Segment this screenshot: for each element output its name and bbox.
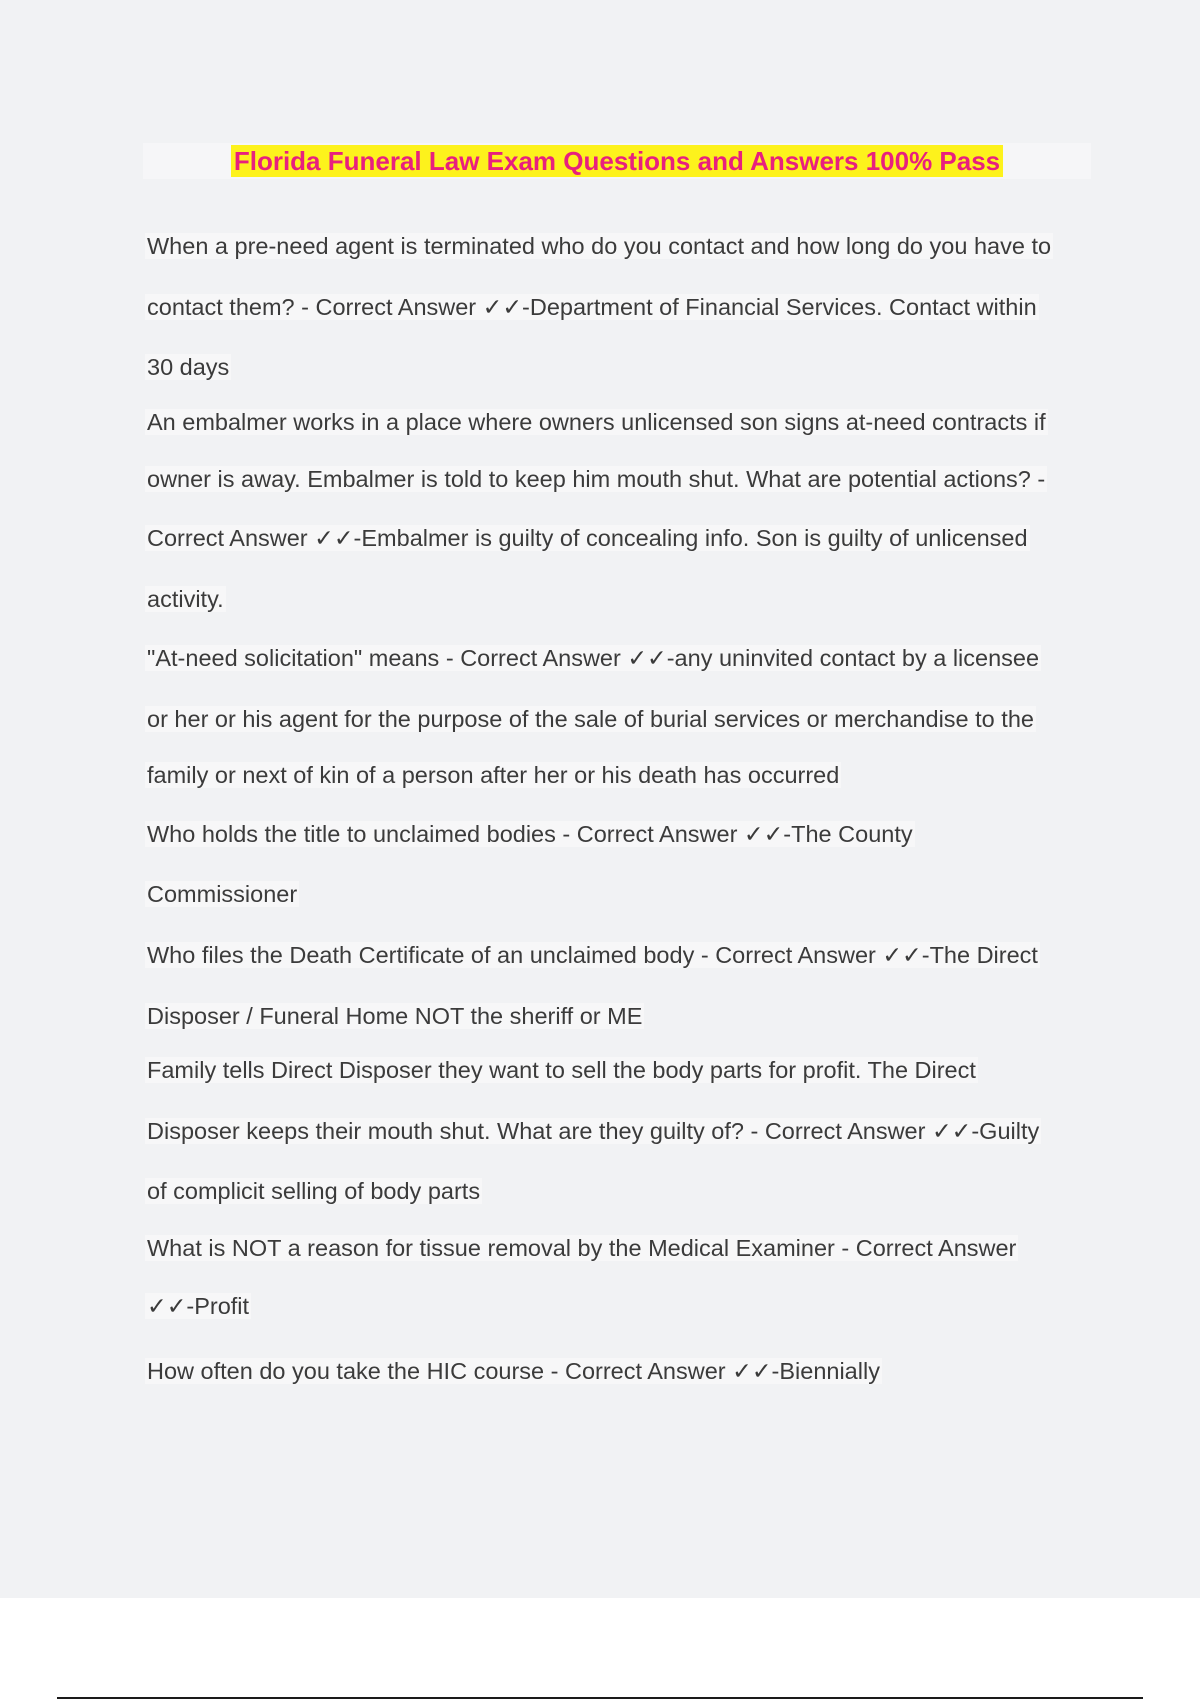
footer-rule bbox=[57, 1697, 1143, 1699]
text-line: or her or his agent for the purpose of the sale of burial services or merchandise to the bbox=[147, 706, 1034, 732]
text-line: of complicit selling of body parts bbox=[147, 1178, 481, 1204]
text-line: "At-need solicitation" means - Correct Answer ✓✓-any uninvited contact by a licensee bbox=[147, 645, 1040, 671]
text-line: Who holds the title to unclaimed bodies - Correct Answer ✓✓-The County bbox=[147, 821, 913, 847]
text-line: Disposer keeps their mouth shut. What are they guilty of? - Correct Answer ✓✓-Guilty bbox=[147, 1118, 1040, 1144]
text-line: When a pre-need agent is terminated who do you contact and how long do you have to bbox=[147, 233, 1052, 259]
text-line: Disposer / Funeral Home NOT the sheriff or ME bbox=[147, 1003, 643, 1029]
text-line: ✓✓-Profit bbox=[147, 1293, 250, 1319]
text-line: Who files the Death Certificate of an unclaimed body - Correct Answer ✓✓-The Direct bbox=[147, 942, 1038, 968]
text-line: Family tells Direct Disposer they want to sell the body parts for profit. The Direct bbox=[147, 1057, 976, 1083]
text-line: 30 days bbox=[147, 354, 230, 380]
text-line: Commissioner bbox=[147, 881, 298, 907]
text-line: owner is away. Embalmer is told to keep him mouth shut. What are potential actions? - bbox=[147, 466, 1046, 492]
text-line: family or next of kin of a person after her or his death has occurred bbox=[147, 762, 840, 788]
text-line: Correct Answer ✓✓-Embalmer is guilty of concealing info. Son is guilty of unlicensed bbox=[147, 525, 1028, 551]
text-line: An embalmer works in a place where owners unlicensed son signs at-need contracts if bbox=[147, 409, 1046, 435]
title-band bbox=[143, 143, 1091, 179]
text-line: activity. bbox=[147, 586, 224, 612]
document-title: Florida Funeral Law Exam Questions and Answers 100% Pass bbox=[231, 145, 1003, 177]
text-line: What is NOT a reason for tissue removal by the Medical Examiner - Correct Answer bbox=[147, 1235, 1017, 1261]
text-line: contact them? - Correct Answer ✓✓-Department of Financial Services. Contact within bbox=[147, 294, 1037, 320]
text-line: How often do you take the HIC course - Correct Answer ✓✓-Biennially bbox=[147, 1358, 880, 1384]
